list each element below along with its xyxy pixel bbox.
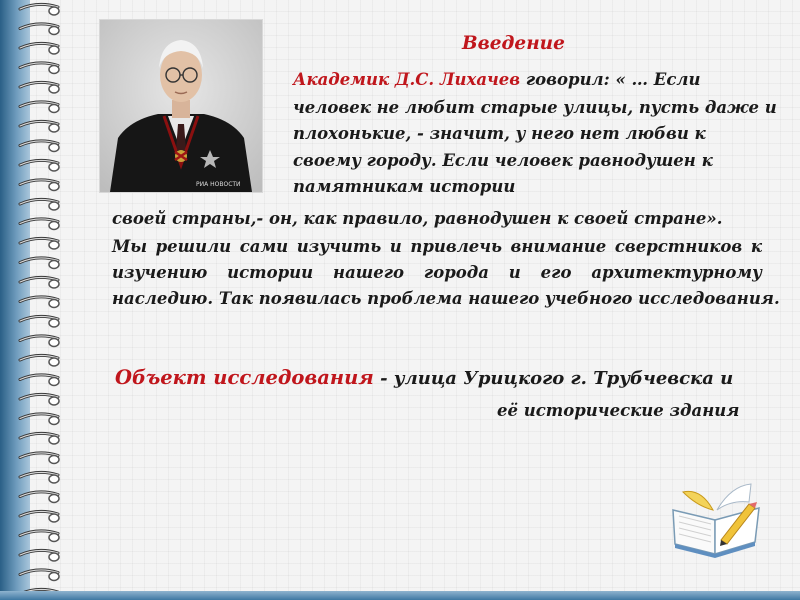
- quote-line-1: [293, 69, 700, 91]
- portrait-watermark: РИА НОВОСТИ: [196, 181, 241, 188]
- quote-line-3: плохонькие, - значит, у него нет любви к: [293, 124, 706, 143]
- quote-line-1-rest: говорил: « … Если: [520, 70, 701, 89]
- quote-line-2: человек не любит старые улицы, пусть даже и: [293, 98, 777, 117]
- research-object-line: [115, 367, 733, 390]
- body-line-1: своей страны,- он, как правило, равнодушен к своей стране».: [112, 209, 723, 228]
- research-object-label: Объект исследования: [115, 366, 374, 389]
- quote-line-5: памятникам истории: [293, 177, 516, 196]
- open-book-pencil-icon: [665, 480, 765, 558]
- research-object-dash: -: [373, 368, 394, 389]
- quote-line-4: своему городу. Если человек равнодушен к: [293, 151, 713, 170]
- quote-author: Академик Д.С. Лихачев: [293, 70, 521, 89]
- body-line-4: наследию. Так появилась проблема нашего учебного исследования.: [112, 289, 780, 308]
- slide-title: Введение: [462, 33, 565, 54]
- portrait-photo: [100, 20, 262, 192]
- research-object-text: улица Урицкого г. Трубчевска и: [393, 368, 734, 389]
- body-line-2: Мы решили сами изучить и привлечь внимание сверстников к: [112, 237, 762, 256]
- research-object-text-continued: её исторические здания: [497, 401, 740, 420]
- spiral-binding-icon: [14, 0, 74, 600]
- body-line-3: изучению истории нашего города и его архитектурному: [112, 263, 762, 282]
- bottom-blue-bar: [0, 591, 800, 600]
